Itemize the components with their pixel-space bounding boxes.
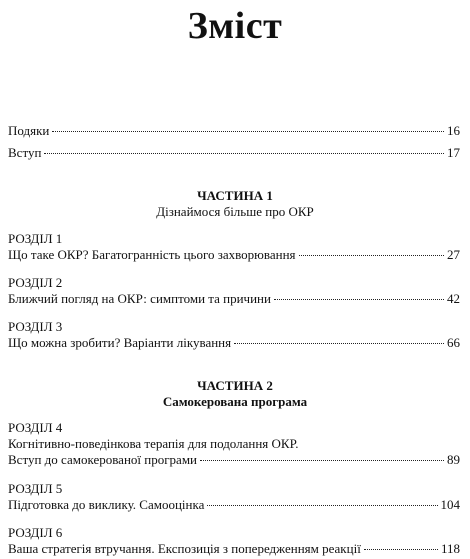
toc-entry-label: Ближчий погляд на ОКР: симптоми та причини — [8, 291, 271, 306]
chapter-5-label: РОЗДІЛ 5 — [8, 481, 63, 496]
toc-page-number: 104 — [440, 497, 460, 512]
toc-page-number: 118 — [440, 541, 460, 556]
toc-entry-label: Вступ — [8, 145, 42, 160]
toc-page-number: 27 — [447, 247, 460, 262]
dot-leader — [52, 131, 444, 132]
dot-leader — [234, 343, 444, 344]
toc-page-number: 17 — [447, 145, 460, 160]
chapter-3-label: РОЗДІЛ 3 — [8, 319, 63, 334]
part-1-heading: ЧАСТИНА 1 — [197, 188, 273, 203]
toc-entry-label: Подяки — [8, 123, 50, 138]
part-1-subtitle: Дізнаймося більше про ОКР — [156, 204, 314, 219]
dot-leader — [200, 460, 444, 461]
toc-page-number: 42 — [447, 291, 460, 306]
toc-entry-label: Що таке ОКР? Багатогранність цього захворювання — [8, 247, 296, 262]
toc-entry-chapter-5[interactable] — [8, 497, 460, 513]
toc-entry-chapter-4[interactable] — [8, 452, 460, 468]
toc-entry-acknowledgements[interactable] — [8, 123, 460, 139]
toc-entry-label: Ваша стратегія втручання. Експозиція з попередженням реакції — [8, 541, 361, 556]
toc-entry-label: Вступ до самокерованої програми — [8, 452, 198, 467]
toc-entry-label: Що можна зробити? Варіанти лікування — [8, 335, 232, 350]
dot-leader — [44, 153, 444, 154]
toc-entry-chapter-1[interactable] — [8, 247, 460, 263]
chapter-2-label: РОЗДІЛ 2 — [8, 275, 63, 290]
toc-page-number: 66 — [447, 335, 460, 350]
part-2-subtitle: Самокерована програма — [162, 394, 308, 409]
page-title: Зміст — [187, 5, 283, 47]
part-2-heading: ЧАСТИНА 2 — [197, 378, 273, 393]
dot-leader — [274, 299, 444, 300]
toc-page-number: 89 — [447, 452, 460, 467]
toc-page-number: 16 — [447, 123, 460, 138]
toc-entry-chapter-2[interactable] — [8, 291, 460, 307]
toc-entry-chapter-6[interactable] — [8, 541, 460, 557]
toc-entry-introduction[interactable] — [8, 145, 460, 161]
dot-leader — [364, 549, 438, 550]
dot-leader — [207, 505, 437, 506]
dot-leader — [299, 255, 444, 256]
chapter-4-label: РОЗДІЛ 4 — [8, 420, 63, 435]
toc-entry-label: Підготовка до виклику. Самооцінка — [8, 497, 205, 512]
chapter-4-title-line-1: Когнітивно-поведінкова терапія для подолання ОКР. — [8, 436, 299, 451]
chapter-6-label: РОЗДІЛ 6 — [8, 525, 63, 540]
toc-entry-chapter-3[interactable] — [8, 335, 460, 351]
chapter-1-label: РОЗДІЛ 1 — [8, 231, 63, 246]
